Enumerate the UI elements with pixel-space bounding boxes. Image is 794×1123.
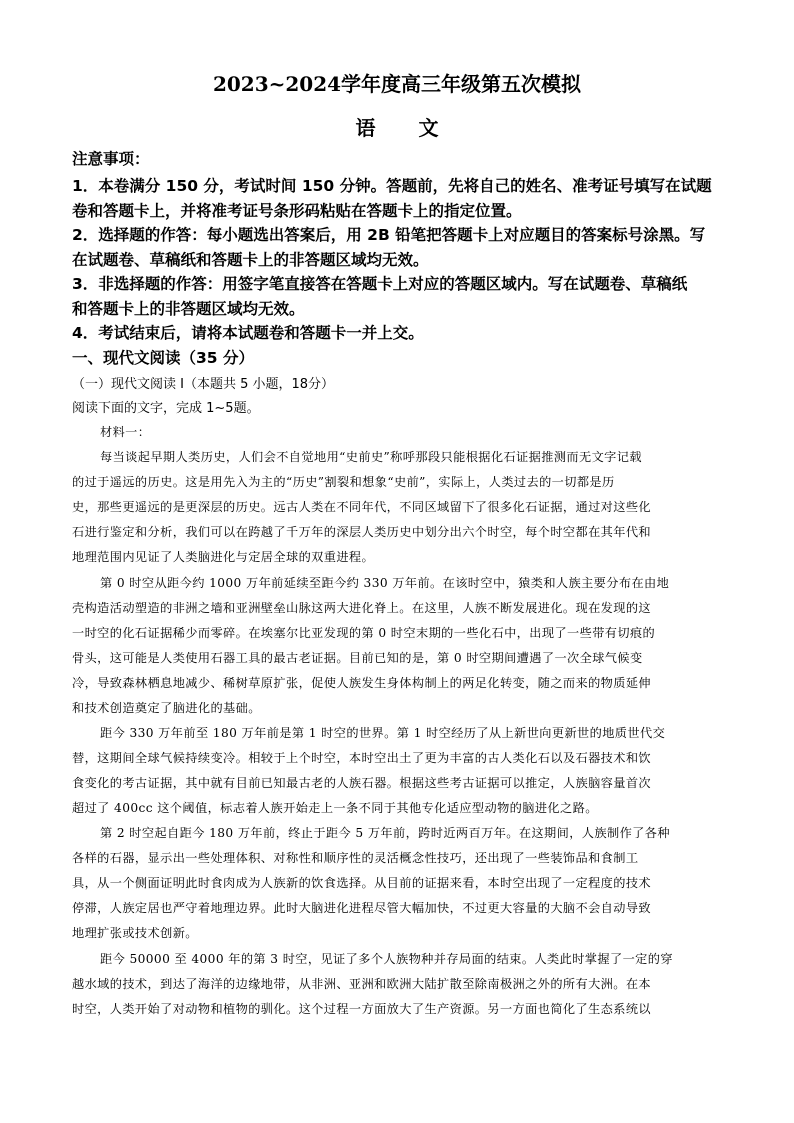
passage-line: 停滞，人族定居也严守着地理边界。此时大脑进化进程尽管大幅加快，不过更大容量的大脑不会自动导致 bbox=[72, 901, 652, 915]
notice-line: 在试题卷、草稿纸和答题卡上的非答题区域均无效。 bbox=[72, 251, 429, 269]
passage-line: 冷，导致森林栖息地减少、稀树草原扩张，促使人族发生身体构制上的两足化转变，随之而来的物质延伸 bbox=[72, 676, 652, 690]
passage-line: 距今 330 万年前至 180 万年前是第 1 时空的世界。第 1 时空经历了从上新世向更新世的地质世代交 bbox=[100, 726, 666, 740]
passage-line: 壳构造活动塑造的非洲之墙和亚洲壁垒山脉这两大进化脊上。在这里，人族不断发展进化。现在发现的这 bbox=[72, 601, 652, 615]
notice-line: 卷和答题卡上，并将准考证号条形码粘贴在答题卡上的指定位置。 bbox=[72, 202, 522, 220]
passage-line: 石进行鉴定和分析，我们可以在跨越了千万年的深层人类历史中划分出六个时空，每个时空都在其年代和 bbox=[72, 525, 652, 539]
subject-title: 语 文 bbox=[355, 116, 457, 140]
passage-line: 距今 50000 至 4000 年的第 3 时空，见证了多个人族物种并存局面的结束。人类此时掌握了一定的穿 bbox=[100, 952, 673, 966]
passage-line: 超过了 400cc 这个阈值，标志着人族开始走上一条不同于其他专化适应型动物的脑进化之路。 bbox=[72, 801, 598, 815]
passage-line: 每当谈起早期人类历史，人们会不自觉地用“史前史”称呼那段只能根据化石证据推测而无文字记载 bbox=[100, 450, 642, 464]
passage-line: 各样的石器，显示出一些处理体积、对称性和顺序性的灵活概念性技巧，还出现了一些装饰品和食制工 bbox=[72, 851, 639, 865]
passage-line: 骨头，这可能是人类使用石器工具的最古老证据。目前已知的是，第 0 时空期间遭遇了一次全球气候变 bbox=[72, 651, 643, 665]
notice-line: 4．考试结束后，请将本试题卷和答题卡一并上交。 bbox=[72, 324, 424, 342]
passage-line: 第 0 时空从距今约 1000 万年前延续至距今约 330 万年前。在该时空中，猿类和人族主要分布在由地 bbox=[100, 576, 670, 590]
passage-line: 地理扩张或技术创新。 bbox=[72, 926, 198, 940]
passage-line: 时空，人类开始了对动物和植物的驯化。这个过程一方面放大了生产资源。另一方面也简化了生态系统以 bbox=[72, 1002, 652, 1016]
notice-line: 3．非选择题的作答：用签字笔直接答在答题卡上对应的答题区域内。写在试题卷、草稿纸 bbox=[72, 275, 688, 293]
exam-title: 2023~2024学年度高三年级第五次模拟 bbox=[212, 72, 582, 96]
notice-line: 2．选择题的作答：每小题选出答案后，用 2B 铅笔把答题卡上对应题目的答案标号涂黑。写 bbox=[72, 226, 706, 244]
section-heading: 一、现代文阅读（35 分） bbox=[72, 349, 254, 367]
passage-label: 材料一： bbox=[100, 425, 151, 439]
passage-line: 第 2 时空起自距今 180 万年前，终止于距今 5 万年前，跨时近两百万年。在这期间，人族制作了各种 bbox=[100, 826, 670, 840]
passage-line: 越水域的技术，到达了海洋的边缘地带，从非洲、亚洲和欧洲大陆扩散至除南极洲之外的所有大洲。在本 bbox=[72, 977, 652, 991]
notice-line: 1．本卷满分 150 分，考试时间 150 分钟。答题前，先将自己的姓名、准考证号填写在试题 bbox=[72, 177, 712, 195]
notice-line: 和答题卡上的非答题区域均无效。 bbox=[72, 300, 305, 318]
passage-line: 替，这期间全球气候持续变冷。相较于上个时空，本时空出土了更为丰富的古人类化石以及石器技术和饮 bbox=[72, 751, 652, 765]
passage-line: 地理范围内见证了人类脑进化与定居全球的双重进程。 bbox=[72, 550, 375, 564]
reading-instruction: 阅读下面的文字，完成 1~5题。 bbox=[72, 401, 260, 416]
sub-section-heading: （一）现代文阅读 I（本题共 5 小题，18分） bbox=[72, 377, 335, 392]
notice-heading: 注意事项： bbox=[72, 150, 150, 168]
passage-line: 具，从一个侧面证明此时食肉成为人族新的饮食选择。从目前的证据来看，本时空出现了一定程度的技术 bbox=[72, 876, 652, 890]
passage-line: 食变化的考古证据，其中就有目前已知最古老的人族石器。根据这些考古证据可以推定，人族脑容量首次 bbox=[72, 776, 652, 790]
passage-line: 史，那些更遥远的是更深层的历史。远古人类在不同年代，不同区域留下了很多化石证据，通过对这些化 bbox=[72, 500, 652, 514]
passage-line: 和技术创造奠定了脑进化的基础。 bbox=[72, 701, 261, 715]
passage-line: 一时空的化石证据稀少而零碎。在埃塞尔比亚发现的第 0 时空末期的一些化石中，出现了一些带有切痕的 bbox=[72, 626, 656, 640]
passage-line: 的过于遥远的历史。这是用先入为主的“历史”割裂和想象“史前”，实际上，人类过去的一切都是历 bbox=[72, 475, 615, 489]
